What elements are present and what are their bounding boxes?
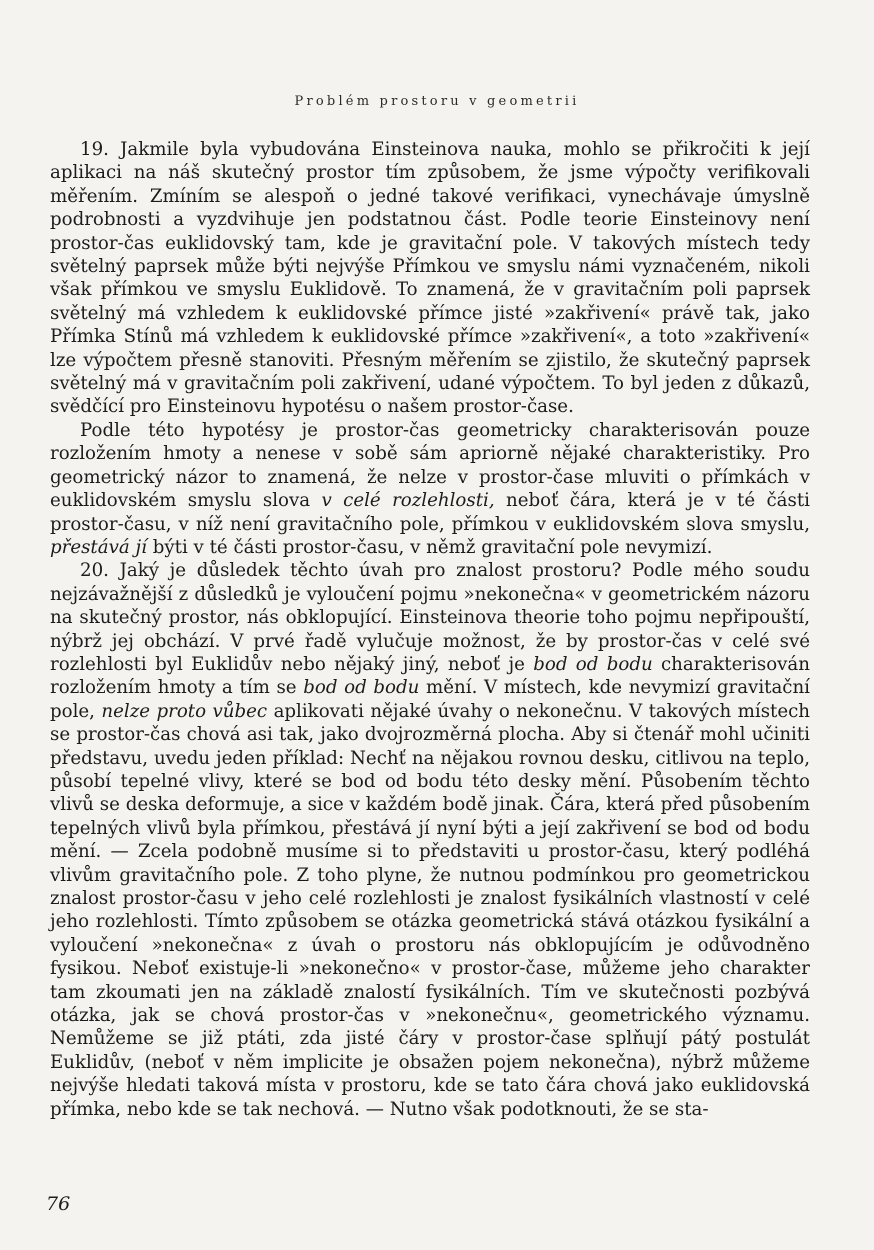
paragraph-20 [50,559,810,1121]
text-segment: 19. Jakmile byla vybudována Einsteinova nauka, mohlo se přikročiti k její aplikaci na náš skutečný prostor tím způsobem, že jsme výpočty verifikovali měřením. Zmíním se alespoň o jedné takové verifikaci, vynechávaje úmyslně podrobnosti a vyzdvihuje jen podstatnou část. Podle teorie Einsteinovy není prostor-čas euklidovský tam, kde je gravitační pole. V takových místech tedy světelný paprsek může býti nejvýše Přímkou ve smyslu námi vyznačeném, nikoli však přímkou ve smyslu Euklidově. To znamená, že v gravitačním poli paprsek světelný má vzhledem k euklidovské přímce jisté »zakřivení« právě tak, jako Přímka Stínů má vzhledem k euklidovské přímce »zakřivení«, a toto »zakřivení« lze výpočtem přesně stanoviti. Přesným měřením se zjistilo, že skutečný paprsek světelný má v gravitačním poli zakřivení, udané výpočtem. To byl jeden z důkazů, svědčící pro Einsteinovu hypotésu o našem prostor-čase. [50,139,810,418]
body-text [50,138,810,1121]
text-segment: neboť čára, která je v té části prostor-času, v níž není gravitačního pole, přímkou v euklidovském slova smyslu, [50,490,810,535]
italic-segment: přestává jí [50,536,147,558]
paragraph-19 [50,138,810,419]
text-segment: mění. V místech, kde nevymizí gravitační pole, [50,677,811,722]
italic-segment: v celé rozlehlosti, [321,490,495,512]
text-segment: Podle této hypotésy je prostor-čas geometricky charakterisován pouze rozložením hmoty a nenese v sobě sám apriorně nějaké charakteristiky. Pro geometrický názor to znamená, že nelze v prostor-čase mluviti o přímkách v euklidovském smyslu slova [50,419,810,512]
page-number: 76 [46,1193,71,1215]
text-segment: býti v té části prostor-času, v němž gravitační pole nevymizí. [146,536,713,558]
italic-segment: nelze proto vůbec [101,700,268,722]
paragraph-hypothesis [50,419,810,559]
italic-segment: bod od bodu [303,677,420,699]
text-segment: 20. Jaký je důsledek těchto úvah pro znalost prostoru? Podle mého soudu nejzávažnější z důsledků je vyloučení pojmu »nekonečna« v geometrickém názoru na skutečný prostor, nás obklopující. Einsteinova theorie toho pojmu nepřipouští, nýbrž jej obchází. V prvé řadě vylučuje možnost, že by prostor-čas v celé své rozlehlosti byl Euklidův nebo nějaký jiný, neboť je [50,560,810,675]
text-segment: aplikovati nějaké úvahy o nekonečnu. V takových místech se prostor-čas chová asi tak, jako dvojrozměrná plocha. Aby si čtenář mohl učiniti představu, uvedu jeden příklad: Nechť na nějakou rovnou desku, citlivou na teplo, působí tepelné vlivy, které se bod od bodu této desky mění. Působením těchto vlivů se deska deformuje, a sice v každém bodě jinak. Čára, která před působením tepelných vlivů byla přímkou, přestává jí nyní býti a její zakřivení se bod od bodu mění. — Zcela podobně musíme si to představiti u prostor-času, který podléhá vlivům gravitačního pole. Z toho plyne, že nutnou podmínkou pro geometrickou znalost prostor-času v jeho celé rozlehlosti je znalost fysikálních vlastností v celé jeho rozlehlosti. Tímto způsobem se otázka geometrická stává otázkou fysikální a vyloučení »nekonečna« z úvah o prostoru nás obklopujícím je odůvodněno fysikou. Neboť existuje-li »nekonečno« v prostor-čase, můžeme jeho charakter tam zkoumati jen na základě znalostí fysikálních. Tím ve skutečnosti pozbývá otázka, jak se chová prostor-čas v »nekonečnu«, geometrického významu. Nemůžeme se již ptáti, zda jisté čáry v prostor-čase splňují pátý postulát Euklidův, (neboť v něm implicite je obsažen pojem nekonečna), nýbrž můžeme nejvýše hledati taková místa v prostoru, kde se tato čára chová jako euklidovská přímka, nebo kde se tak nechová. — Nutno však podotknouti, že se sta- [50,700,810,1120]
running-header: Problém prostoru v geometrii [294,94,580,109]
text-segment: charakterisován rozložením hmoty a tím se [50,653,810,699]
italic-segment: bod od bodu [533,653,653,675]
